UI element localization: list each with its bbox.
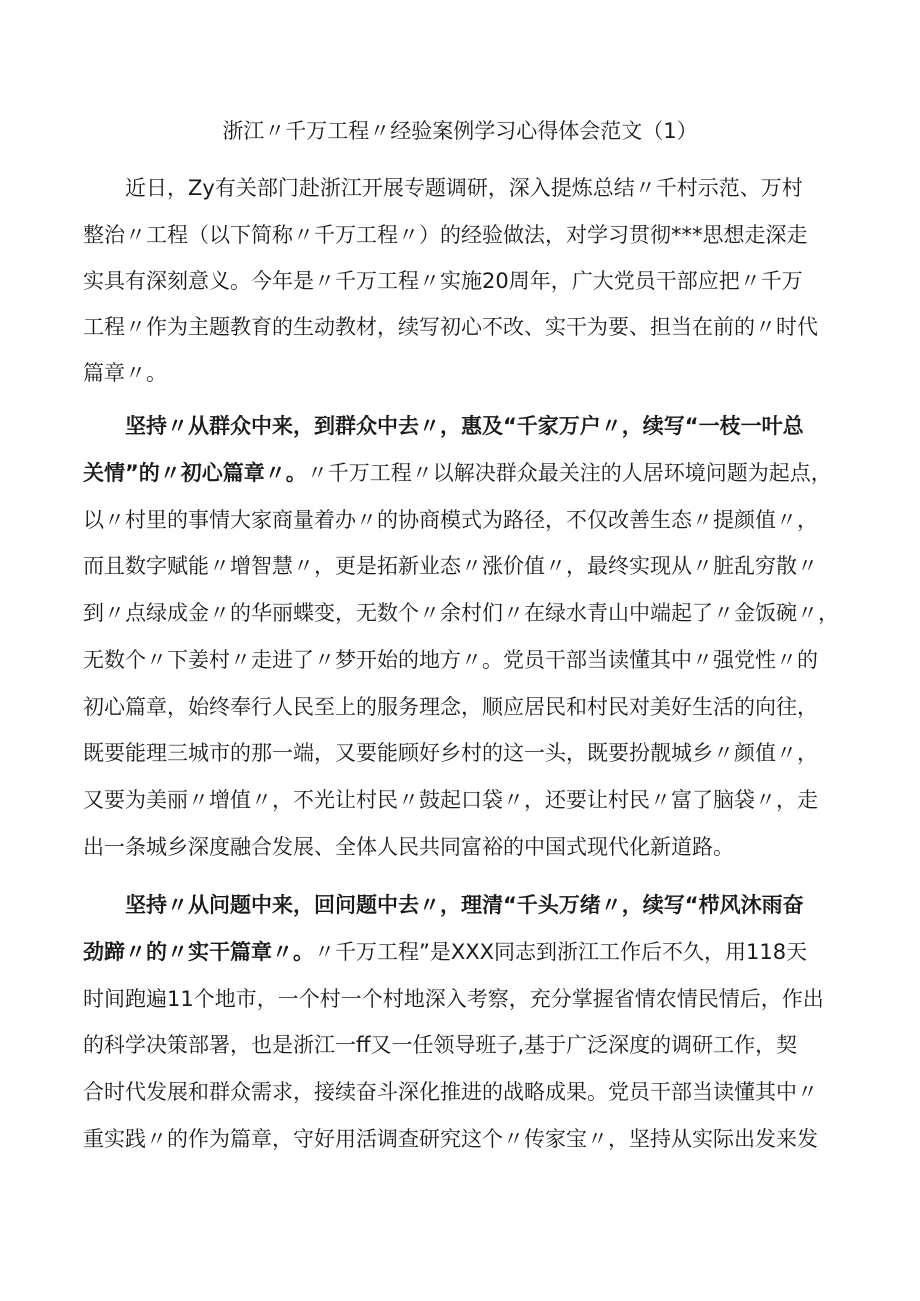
- section1-line-7: 又要为美丽〃增值〃，不光让村民〃鼓起口袋〃，还要让村民〃富了脑袋〃，走: [83, 788, 818, 812]
- section2-line-2: 的科学决策部署，也是浙江一ff又一任领导班子,基于广泛深度的调研工作，契: [83, 1033, 798, 1057]
- intro-line-3: 实具有深刻意义。今年是〃千万工程〃实施20周年，广大党员干部应把〃千万: [83, 269, 803, 293]
- section2-line-1: 时间跑遍11个地市，一个村一个村地深入考察，充分掌握省情农情民情后，作出: [83, 987, 824, 1011]
- intro-line-2: 整治〃工程（以下简称〃千万工程〃）的经验做法，对学习贯彻***思想走深走: [83, 223, 808, 247]
- section1-line-3: 到〃点绿成金〃的华丽蝶变，无数个〃余村们〃在绿水青山中端起了〃金饭碗〃，: [83, 601, 839, 625]
- section2-heading-bold-part: 劲蹄〃的〃实干篇章〃。: [83, 940, 314, 964]
- section1-line-5: 初心篇章，始终奉行人民至上的服务理念，顺应居民和村民对美好生活的向往，: [83, 695, 818, 719]
- section1-heading-bold-part: 关情”的〃初心篇章〃。: [83, 461, 307, 485]
- section2-line-4: 重实践〃的作为篇章，守好用活调查研究这个〃传家宝〃，坚持从实际出发来发: [83, 1127, 818, 1151]
- intro-line-5: 篇章〃。: [83, 361, 167, 385]
- section2-line-3: 合时代发展和群众需求，接续奋斗深化推进的战略成果。党员干部当读懂其中〃: [83, 1080, 818, 1104]
- section1-heading-rest: 〃千万工程〃以解决群众最关注的人居环境问题为起点，: [306, 461, 832, 485]
- section1-line-2: 而且数字赋能〃增智慧〃，更是拓新业态〃涨价值〃，最终实现从〃脏乱穷散〃: [83, 554, 818, 578]
- section2-heading-line-2: [83, 937, 807, 967]
- intro-line-4: 工程〃作为主题教育的生动教材，续写初心不改、实干为要、担当在前的〃时代: [83, 315, 818, 339]
- section1-line-8: 出一条城乡深度融合发展、全体人民共同富裕的中国式现代化新道路。: [83, 835, 734, 859]
- section1-heading-line-1: 坚持〃从群众中来，到群众中去〃，惠及“千家万户〃，续写“一枝一叶总: [125, 414, 804, 438]
- document-title: 浙江〃千万工程〃经验案例学习心得体会范文（1）: [222, 119, 698, 143]
- section1-heading-line-2: [83, 458, 832, 488]
- section1-line-4: 无数个〃下姜村〃走进了〃梦开始的地方〃。党员干部当读懂其中〃强党性〃的: [83, 648, 818, 672]
- section1-line-1: 以〃村里的事情大家商量着办〃的协商模式为路径，不仅改善生态〃提颜值〃，: [83, 508, 818, 532]
- section2-heading-rest: 〃千万工程”是XXX同志到浙江工作后不久，用118天: [314, 940, 808, 964]
- section2-heading-line-1: 坚持〃从问题中来，回问题中去〃，理清“千头万绪〃，续写“栉风沐雨奋: [125, 893, 804, 917]
- intro-line-1: 近日，Zy有关部门赴浙江开展专题调研，深入提炼总结〃千村示范、万村: [125, 176, 803, 200]
- section1-line-6: 既要能理三城市的那一端，又要能顾好乡村的这一头，既要扮靓城乡〃颜值〃，: [83, 741, 818, 765]
